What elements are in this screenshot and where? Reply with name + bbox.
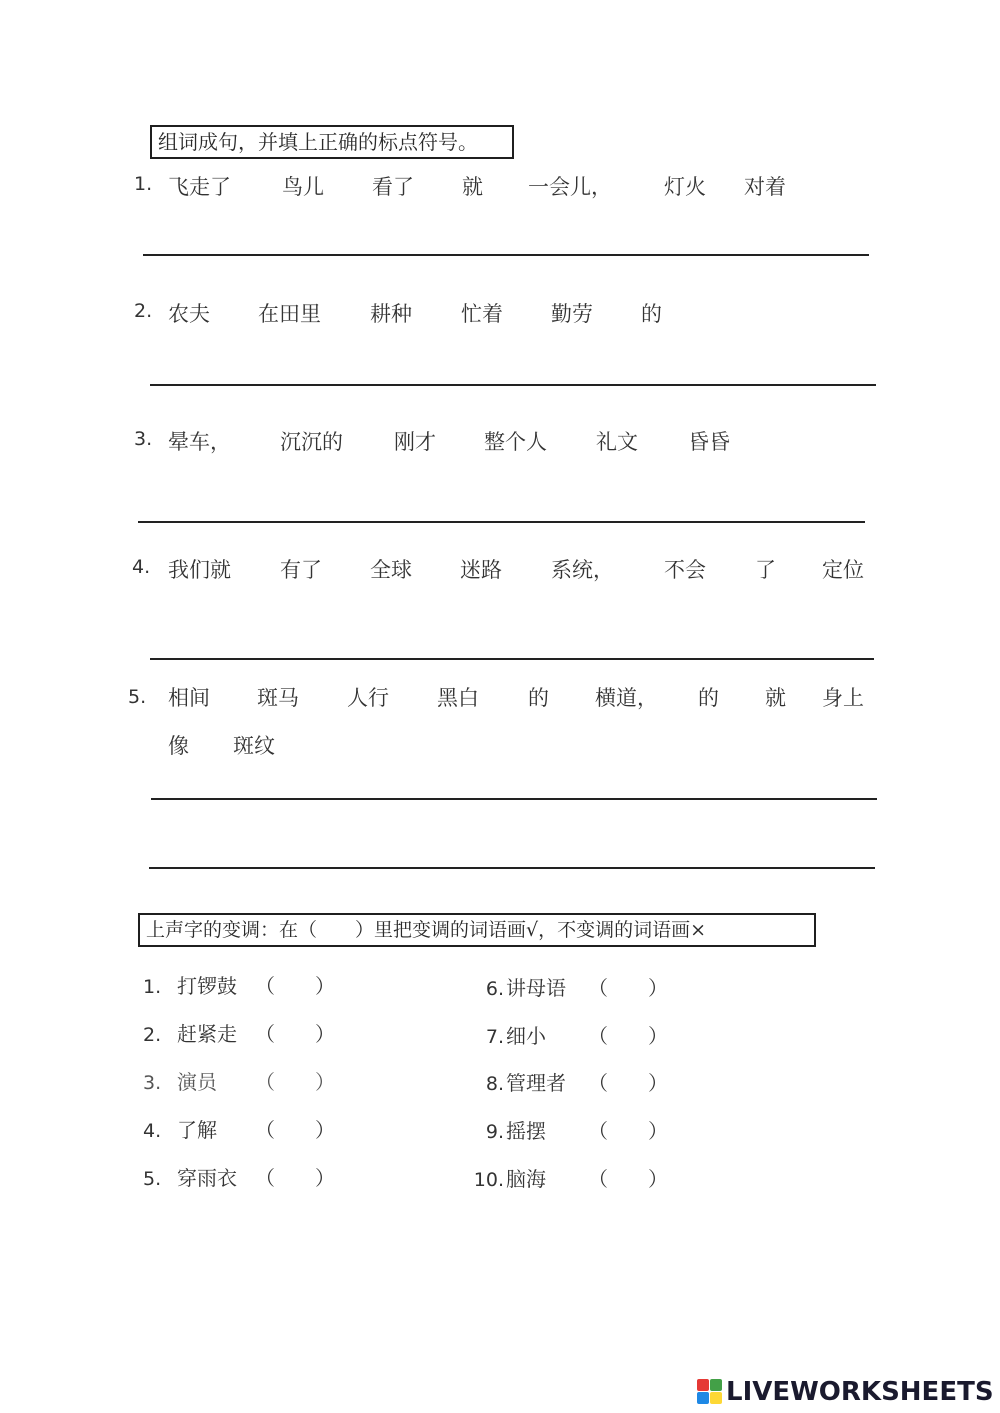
answer-blank[interactable]: （ ） — [588, 1167, 668, 1191]
word-card: 斑纹 — [233, 734, 275, 758]
question-number: 5. — [128, 686, 147, 708]
tone-item — [143, 1114, 335, 1143]
answer-line[interactable] — [151, 798, 877, 800]
liveworksheets-text: LIVEWORKSHEETS — [726, 1377, 994, 1407]
answer-blank[interactable]: （ ） — [588, 976, 668, 1000]
word-card: 身上 — [822, 686, 864, 710]
answer-line[interactable] — [150, 384, 876, 386]
item-word: 赶紧走 — [177, 1022, 237, 1046]
item-number: 8. — [485, 1073, 504, 1095]
answer-blank[interactable]: （ ） — [255, 1022, 335, 1046]
item-number: 4. — [143, 1120, 162, 1142]
word-card: 的 — [528, 686, 549, 710]
item-number: 1. — [143, 976, 162, 998]
section2-title-box — [138, 913, 816, 947]
word-card: 刚才 — [394, 430, 436, 454]
item-number: 9. — [485, 1121, 504, 1143]
word-card: 就 — [765, 686, 786, 710]
word-card: 定位 — [822, 558, 864, 582]
item-word: 讲母语 — [506, 976, 566, 1000]
word-card: 晕车， — [168, 430, 231, 454]
answer-blank[interactable]: （ ） — [588, 1119, 668, 1143]
answer-blank[interactable]: （ ） — [255, 1070, 335, 1094]
word-card: 相间 — [168, 686, 210, 710]
word-card: 飞走了 — [168, 175, 231, 199]
question-number: 3. — [134, 428, 153, 450]
word-card: 灯火 — [664, 175, 706, 199]
question-number: 4. — [132, 556, 151, 578]
item-number: 5. — [143, 1168, 162, 1190]
item-word: 摇摆 — [506, 1119, 546, 1143]
answer-blank[interactable]: （ ） — [588, 1071, 668, 1095]
answer-blank[interactable]: （ ） — [255, 974, 335, 998]
tone-item — [143, 1018, 335, 1047]
item-number: 7. — [485, 1026, 504, 1048]
item-number: 2. — [143, 1024, 162, 1046]
word-card: 的 — [641, 302, 662, 326]
word-card: 横道， — [595, 686, 658, 710]
answer-line[interactable] — [143, 254, 869, 256]
word-card: 斑马 — [257, 686, 299, 710]
word-card: 就 — [462, 175, 483, 199]
item-word: 了解 — [177, 1118, 217, 1142]
word-card: 耕种 — [370, 302, 412, 326]
tone-item — [143, 1066, 335, 1095]
word-card: 忙着 — [461, 302, 503, 326]
word-card: 系统， — [551, 558, 614, 582]
tone-item — [458, 1163, 668, 1192]
item-number: 3. — [143, 1072, 162, 1094]
word-card: 农夫 — [168, 302, 210, 326]
tone-item — [458, 972, 668, 1001]
item-number: 10. — [473, 1169, 504, 1191]
tone-item — [458, 1115, 668, 1144]
word-card: 鸟儿 — [282, 175, 324, 199]
answer-line[interactable] — [150, 658, 874, 660]
item-word: 打锣鼓 — [177, 974, 237, 998]
item-word: 细小 — [506, 1024, 546, 1048]
answer-blank[interactable]: （ ） — [255, 1118, 335, 1142]
word-card: 在田里 — [258, 302, 321, 326]
liveworksheets-logo-icon — [697, 1379, 723, 1405]
word-card: 对着 — [744, 175, 786, 199]
answer-line[interactable] — [149, 867, 875, 869]
liveworksheets-brand — [697, 1376, 994, 1408]
word-card: 像 — [168, 734, 189, 758]
tone-item — [143, 1162, 335, 1191]
word-card: 沉沉的 — [280, 430, 343, 454]
tone-item — [143, 970, 335, 999]
item-word: 管理者 — [506, 1071, 566, 1095]
word-card: 我们就 — [168, 558, 231, 582]
word-card: 了 — [755, 558, 776, 582]
word-card: 人行 — [347, 686, 389, 710]
item-word: 脑海 — [506, 1167, 546, 1191]
answer-line[interactable] — [138, 521, 865, 523]
word-card: 勤劳 — [551, 302, 593, 326]
section1-title: 组词成句，并填上正确的标点符号。 — [158, 130, 478, 154]
word-card: 全球 — [370, 558, 412, 582]
answer-blank[interactable]: （ ） — [588, 1024, 668, 1048]
word-card: 整个人 — [484, 430, 547, 454]
tone-item — [458, 1020, 668, 1049]
word-card: 的 — [698, 686, 719, 710]
word-card: 礼文 — [596, 430, 638, 454]
question-number: 2. — [134, 300, 153, 322]
item-word: 演员 — [177, 1070, 217, 1094]
word-card: 一会儿， — [528, 175, 612, 199]
word-card: 看了 — [372, 175, 414, 199]
word-card: 有了 — [280, 558, 322, 582]
question-number: 1. — [134, 173, 153, 195]
section1-title-box — [150, 125, 514, 159]
word-card: 昏昏 — [688, 430, 730, 454]
item-number: 6. — [485, 978, 504, 1000]
word-card: 迷路 — [460, 558, 502, 582]
answer-blank[interactable]: （ ） — [255, 1166, 335, 1190]
item-word: 穿雨衣 — [177, 1166, 237, 1190]
word-card: 不会 — [664, 558, 706, 582]
tone-item — [458, 1067, 668, 1096]
word-card: 黑白 — [437, 686, 479, 710]
section2-title: 上声字的变调：在（ ）里把变调的词语画√，不变调的词语画× — [146, 919, 707, 941]
